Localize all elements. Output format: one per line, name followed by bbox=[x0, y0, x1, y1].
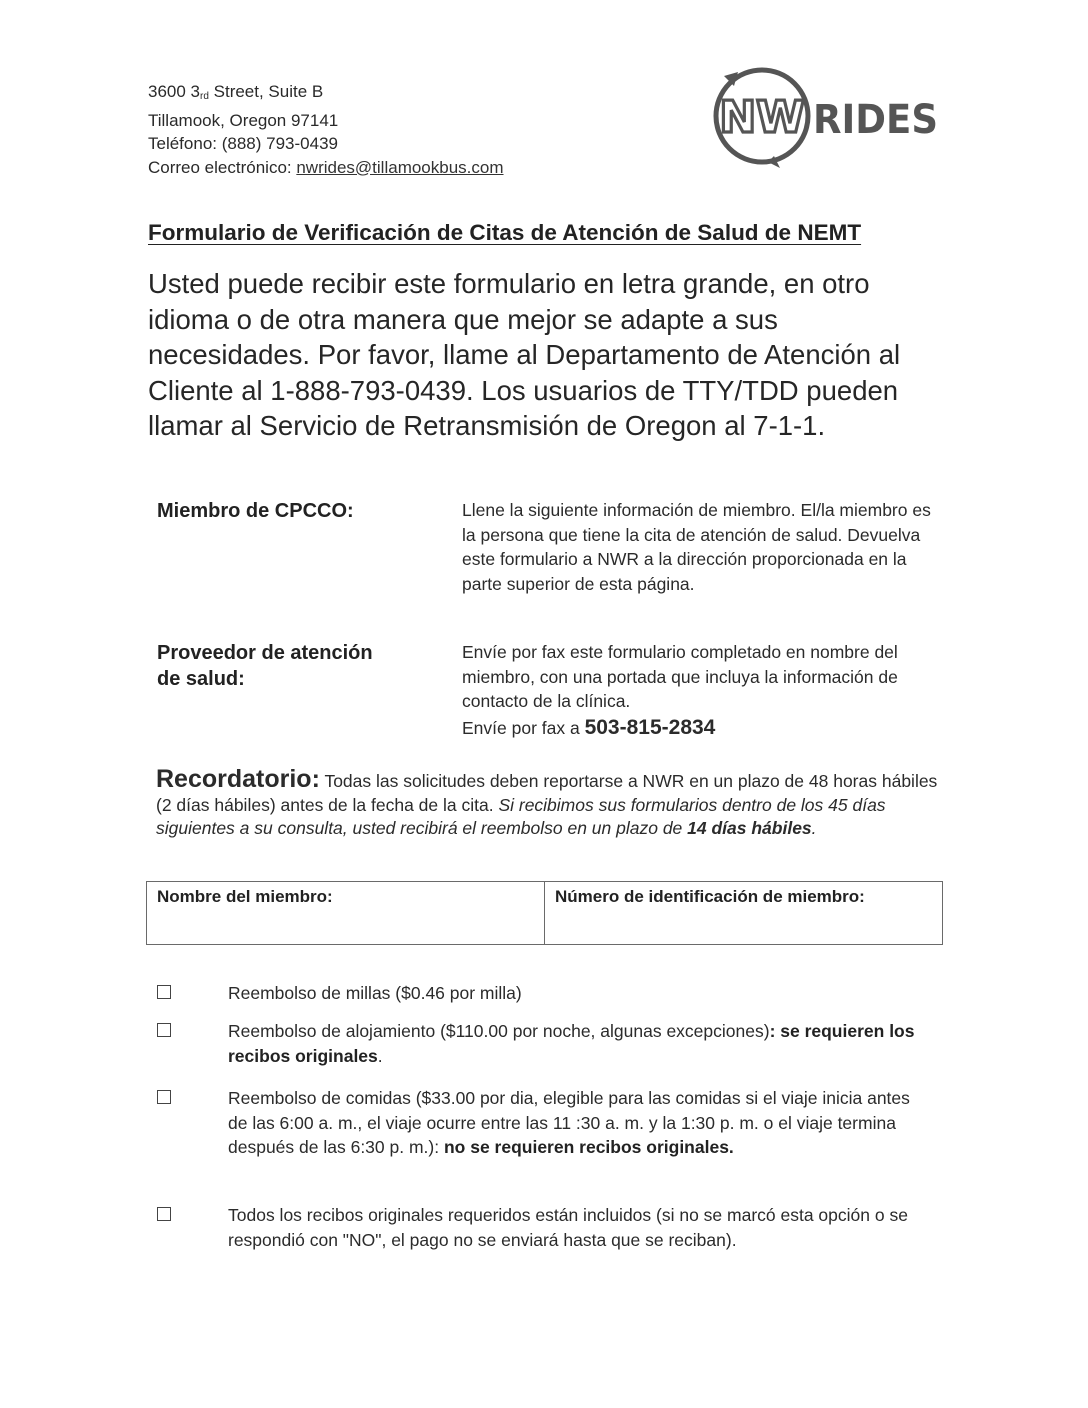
member-info-table bbox=[146, 881, 943, 945]
checkbox[interactable] bbox=[157, 985, 171, 999]
fax-number: 503-815-2834 bbox=[584, 715, 716, 739]
member-id-field[interactable] bbox=[544, 882, 942, 944]
member-name-label: Nombre del miembro: bbox=[157, 887, 333, 906]
member-label: Miembro de CPCCO: bbox=[157, 500, 354, 522]
logo-nw-text: NW bbox=[719, 92, 805, 143]
checkbox[interactable] bbox=[157, 1023, 171, 1037]
member-id-label: Número de identificación de miembro: bbox=[555, 887, 865, 906]
accessibility-notice: Usted puede recibir este formulario en letra grande, en otro idioma o de otra manera que mejor se adapte a sus necesidades. Por favor, llame al Departamento de Atención al Cliente al 1-888-793-0439. Los usuarios de TTY/TDD pueden llamar al Servicio de Retransmisión de Oregon al 7-1-1. bbox=[148, 268, 901, 441]
form-page: 3600 $3_{rd}$ Street, Suite B Tillamook, Oregon 97141 Teléfono: (888) 793-0439 Correo electrónico: nwrides@tillamookbus.com NW RIDES Formulario de Verificación de Citas de Atención de Salud de NEMT Usted puede recibir este formulario en letra grande, en otro idioma o de otra manera que mejor se adapte a sus necesidades. Por favor, llame al Departamento de Atención al Cliente al 1-888-793-0439. Los usuarios de TTY/TDD pueden llamar al Servicio de Retransmisión de Oregon al 7-1-1. Miembro de CPCCO: Llene la siguiente información de miembro. El/la miembro es la persona que tiene la cita de atención de salud. Devuelva este formulario a NWR a la dirección proporcionada en la parte superior de esta página. Proveedor de atención de salud: Envíe por fax este formulario completado en nombre del miembro, con una portada que incluya la información de contacto de la clínica. Envíe por fax a 503-815-2834 Recordatorio: Todas las solicitudes deben reportarse a NWR en un plazo de 48 horas hábiles (2 días hábiles) antes de la fecha de la cita. Si recibimos sus formularios dentro de los 45 días siguientes a su consulta, usted recibirá el reembolso en un plazo de 14 días hábiles. Nombre del miembro: Número de identificación de miembro: Reembolso de millas ($0.46 por milla) Reembolso de alojamiento ($110.00 por noche, algunas excepciones): se requieren los recibos originales. Reembolso de comidas ($33.00 por dia, elegible para las comidas si el viaje inicia antes de las 6:00 a. m., el viaje ocurre entre las 11 :30 a. m. y la 1:30 p. m. o el viaje termina después de las 6:30 p. m.): no se requieren recibos originales. Todos los recibos originales requeridos están incluidos (si no se marcó esta opción o se respondió con "NO", el pago no se enviará hasta que se reciban). bbox=[0, 0, 1088, 1408]
checkbox[interactable] bbox=[157, 1207, 171, 1221]
member-instructions: Llene la siguiente información de miembro. El/la miembro es la persona que tiene la cita de atención de salud. Devuelva este formulario a NWR a la dirección proporcionada en la parte superior de esta página. bbox=[462, 500, 931, 594]
nwrides-logo bbox=[708, 62, 940, 170]
reminder-note: Recordatorio: Todas las solicitudes deben reportarse a NWR en un plazo de 48 horas hábiles (2 días hábiles) antes de la fecha de la cita. Si recibimos sus formularios dentro de los 45 días siguientes a su consulta, usted recibirá el reembolso en un plazo de 14 días hábiles. bbox=[156, 765, 938, 838]
member-name-field[interactable] bbox=[147, 882, 544, 944]
contact-address bbox=[148, 80, 504, 179]
email-link[interactable]: nwrides@tillamookbus.com bbox=[296, 157, 504, 177]
address-street: 3600 $3_{rd}$ Street, Suite B bbox=[148, 82, 324, 102]
provider-label: Proveedor de atención de salud: bbox=[157, 642, 373, 690]
fax-line: Envíe por fax a 503-815-2834 bbox=[462, 715, 716, 739]
form-title: Formulario de Verificación de Citas de Atención de Salud de NEMT bbox=[148, 220, 862, 245]
address-city: Tillamook, Oregon 97141 bbox=[148, 110, 339, 130]
logo-rides-text: RIDES bbox=[813, 97, 938, 143]
checkbox[interactable] bbox=[157, 1090, 171, 1104]
phone-number: Teléfono: (888) 793-0439 bbox=[148, 134, 338, 153]
provider-instructions: Envíe por fax este formulario completado en nombre del miembro, con una portada que incluya la información de contacto de la clínica. Envíe por fax a 503-815-2834 bbox=[462, 640, 942, 740]
reminder-heading: Recordatorio: bbox=[156, 765, 320, 793]
email-line: Correo electrónico: nwrides@tillamookbus.com bbox=[148, 157, 504, 177]
